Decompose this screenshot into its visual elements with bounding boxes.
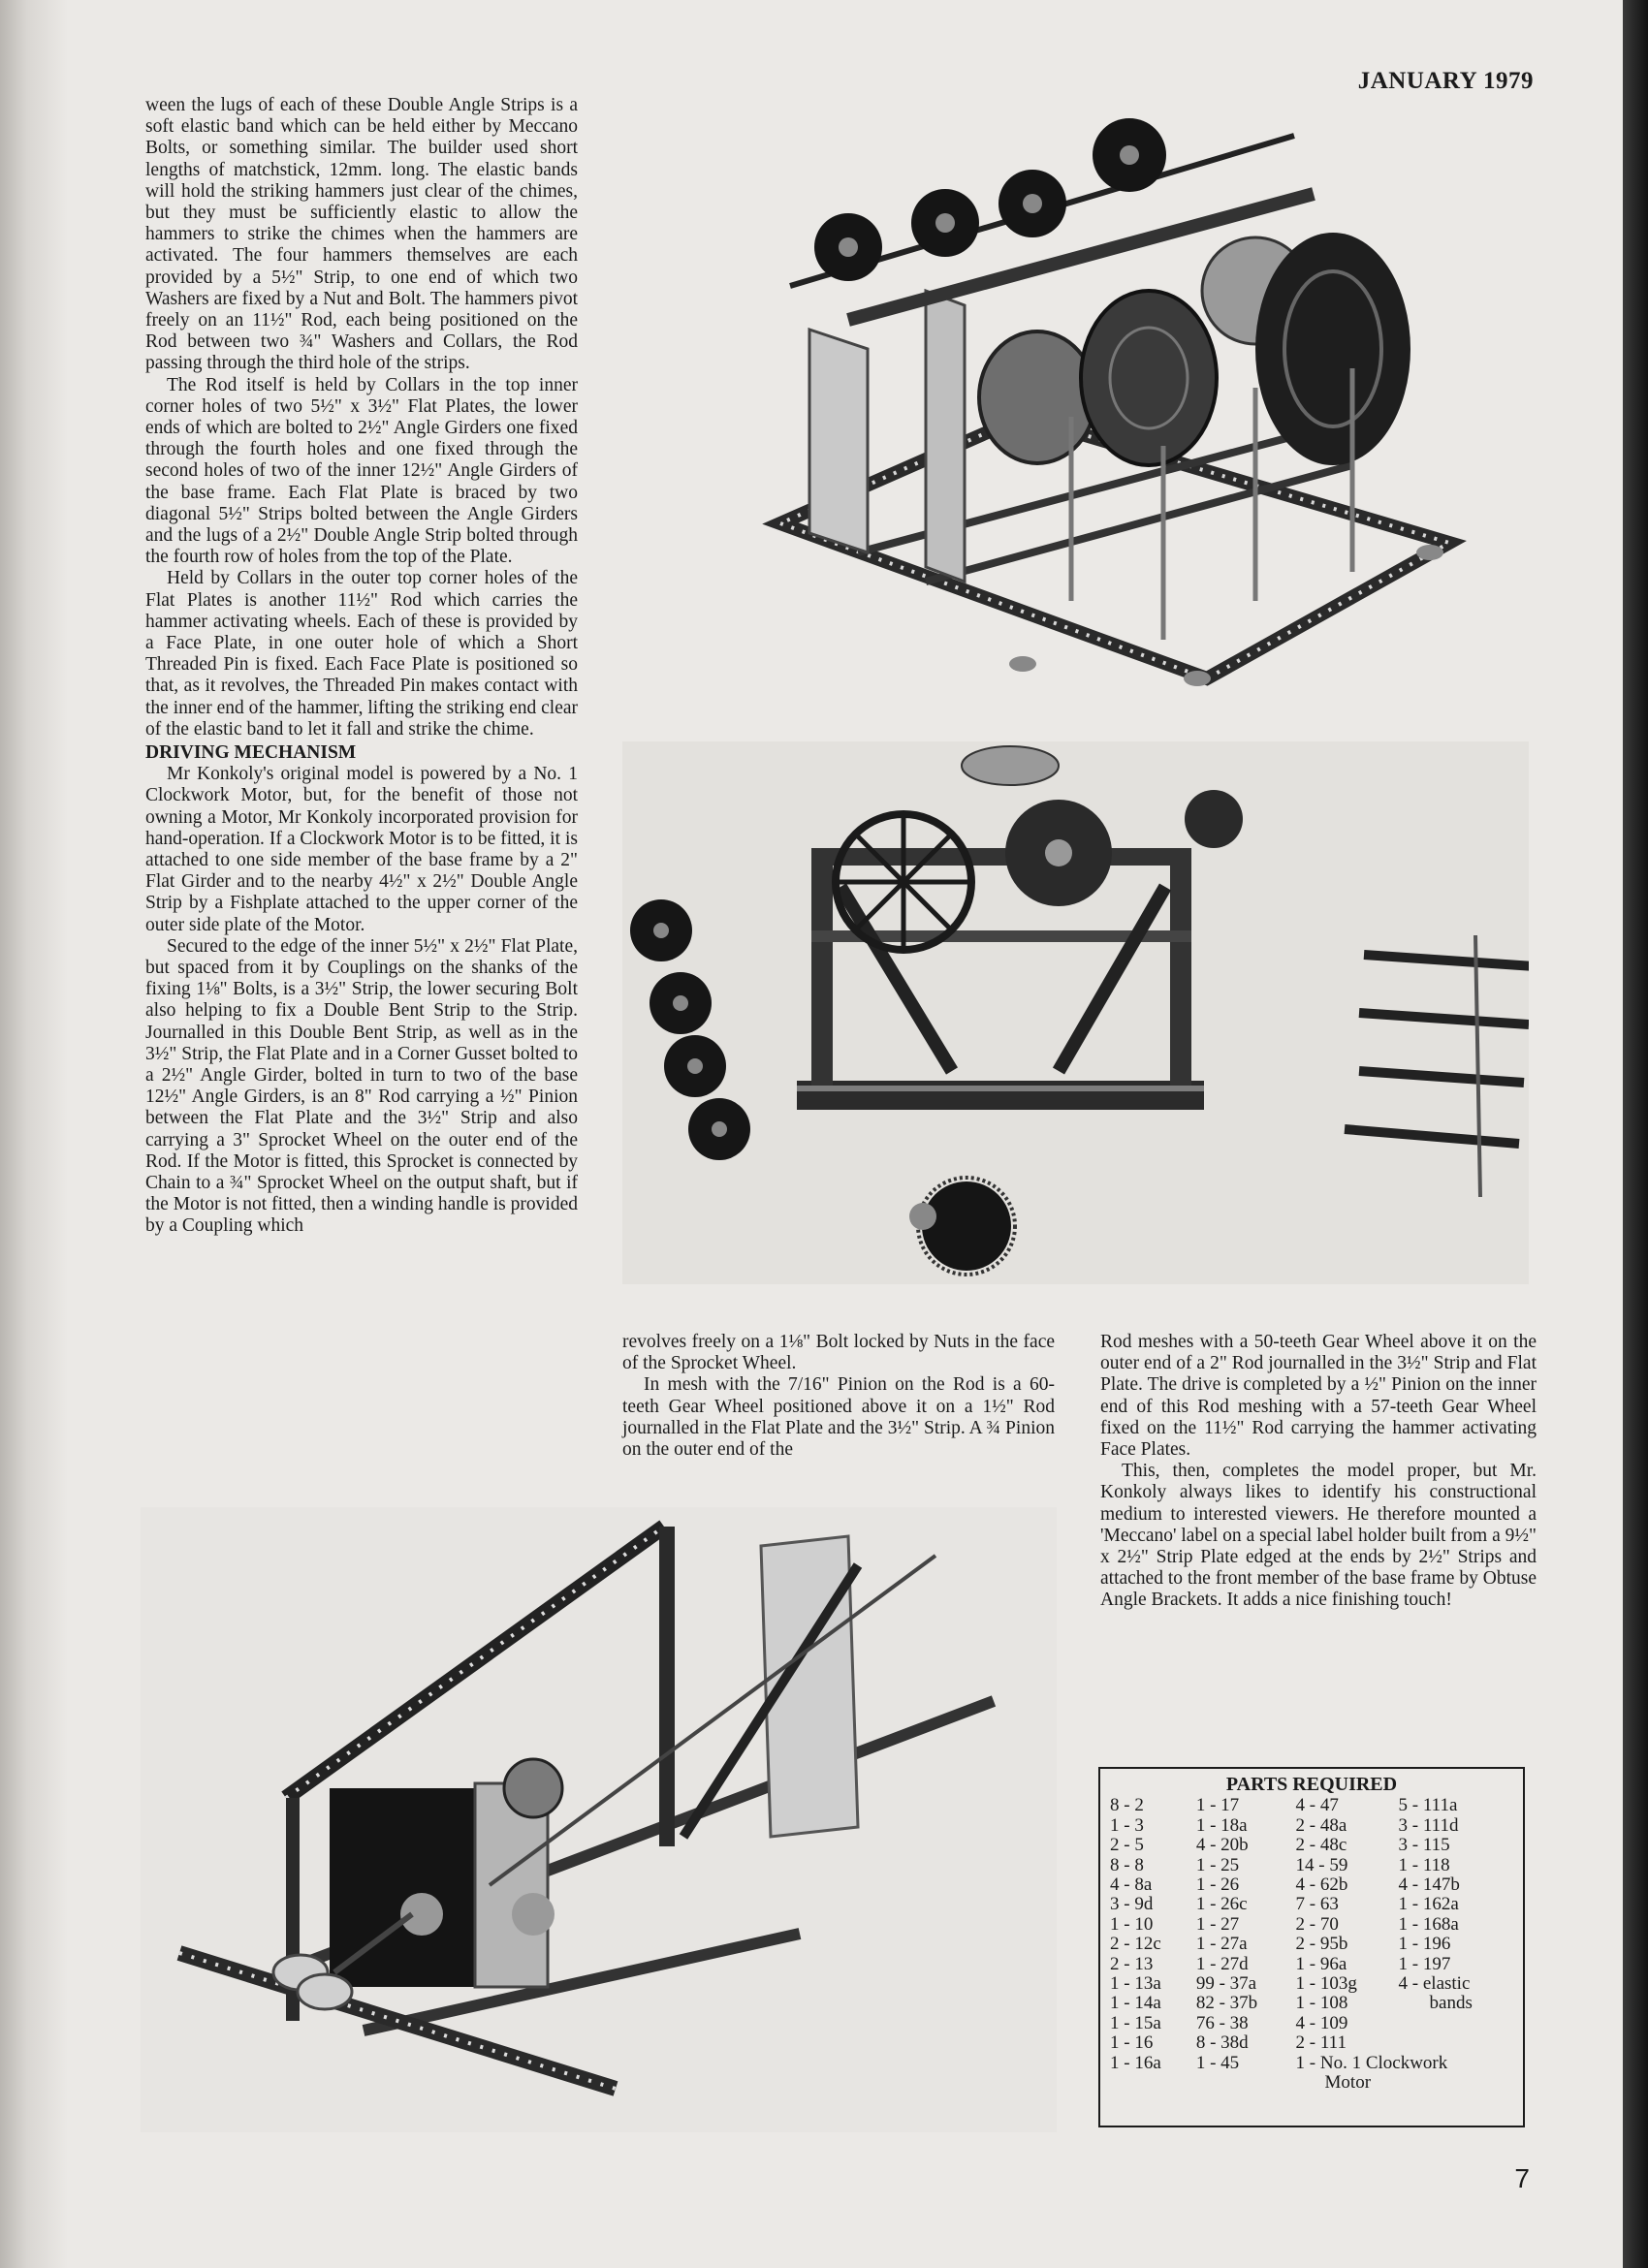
part-entry: 1 - 16 [1110,2032,1154,2054]
part-entry: 8 - 38d [1195,2032,1249,2054]
part-entry: 1 - 27d [1195,1953,1249,1974]
part-entry: 4 - 147b [1398,1874,1460,1896]
part-entry: 99 - 37a [1195,1973,1257,1995]
part-entry: bands [1429,1993,1473,2014]
paragraph: revolves freely on a 1⅛" Bolt locked by Nuts in the face of the Sprocket Wheel. [622,1332,1055,1374]
issue-date-header: JANUARY 1979 [1357,68,1534,94]
part-entry: 1 - 15a [1110,2012,1161,2033]
part-entry: 14 - 59 [1295,1854,1348,1875]
page-binding-shadow [0,0,68,2268]
part-entry: 1 - 27a [1195,1934,1248,1955]
part-entry: 2 - 70 [1295,1913,1339,1935]
page-number: 7 [1514,2163,1530,2193]
paragraph: In mesh with the 7/16" Pinion on the Rod is a 60-teeth Gear Wheel positioned above it on a 1½" Rod journalled in the Flat Plate and the 3½" Strip. A ¾ Pinion on the outer end of the [622,1374,1055,1461]
part-entry: 1 - 13a [1110,1973,1161,1995]
part-entry: 4 - 62b [1295,1874,1348,1896]
part-entry: 4 - 8a [1110,1874,1153,1896]
article-column-2 [622,1332,1055,1461]
paragraph: The Rod itself is held by Collars in the top inner corner holes of two 5½" x 3½" Flat Plates, the lower ends of which are bolted to 2½" Angle Girders one fixed through the fourth holes and one fixed through the second holes of two of the inner 12½" Angle Girders of the base frame. Each Flat Plate is braced by two diagonal 5½" Strips bolted between the Angle Girders and the lugs of a 2½" Double Angle Strip bolted through the fourth row of holes from the top of the Plate. [145,374,578,568]
part-entry: 4 - 47 [1295,1795,1339,1816]
part-entry: 2 - 95b [1295,1934,1348,1955]
part-entry: 1 - 96a [1295,1953,1347,1974]
part-entry: 1 - 197 [1398,1953,1451,1974]
part-entry: 7 - 63 [1295,1894,1339,1915]
part-entry: 3 - 9d [1110,1894,1154,1915]
part-entry: 1 - 18a [1195,1814,1248,1836]
part-entry: 2 - 12c [1110,1934,1161,1955]
article-column-3 [1100,1332,1537,1612]
part-entry: 8 - 8 [1110,1854,1144,1875]
paragraph: Secured to the edge of the inner 5½" x 2½" Flat Plate, but spaced from it by Couplings on the shanks of the fixing 1⅛" Bolts, is a 3½" Strip, the lower securing Bolt also helping to fix a Double Bent Strip to the Strip. Journalled in this Double Bent Strip, as well as in the 3½" Strip, the Flat Plate and in a Corner Gusset bolted to a 2½" Angle Girder, bolted in turn to two of the base 12½" Angle Girders, is an 8" Rod carrying a ½" Pinion between the Flat Plate and the 3½" Strip and also carrying a 3" Sprocket Wheel on the outer end of the Rod. If the Motor is fitted, this Sprocket is connected by Chain to a ¾" Sprocket Wheel on the output shaft, but if the Motor is not fitted, then a winding handle is provided by a Coupling which [145,935,578,1237]
part-entry: 1 - 16a [1110,2052,1161,2073]
part-entry: 2 - 111 [1295,2032,1347,2054]
part-entry: 2 - 48c [1295,1835,1347,1856]
paragraph: Rod meshes with a 50-teeth Gear Wheel above it on the outer end of a 2" Rod journalled in the 3½" Strip and Flat Plate. The drive is completed by a ½" Pinion on the inner end of this Rod meshing with a 57-teeth Gear Wheel fixed on the 11½" Rod carrying the hammer activating Face Plates. [1100,1332,1537,1461]
photo-chime-model-top [751,97,1469,698]
part-entry: 4 - 20b [1195,1835,1249,1856]
part-entry: 4 - elastic [1398,1973,1471,1995]
parts-title: PARTS REQUIRED [1225,1774,1398,1795]
part-entry: Motor [1324,2072,1372,2094]
part-entry: 8 - 2 [1110,1795,1144,1816]
part-entry: 1 - 27 [1195,1913,1240,1935]
paragraph: Mr Konkoly's original model is powered by a No. 1 Clockwork Motor, but, for the benefit of those not owning a Motor, Mr Konkoly incorporated provision for hand-operation. If a Clockwork Motor is to be fitted, it is attached to one side member of the base frame by a 2" Flat Girder and to the nearby 4½" x 2½" Double Angle Strip by a Fishplate attached to the upper corner of the outer side plate of the Motor. [145,764,578,935]
part-entry: 1 - 14a [1110,1993,1161,2014]
part-entry: 1 - 3 [1110,1814,1144,1836]
paragraph: ween the lugs of each of these Double Angle Strips is a soft elastic band which can be held either by Meccano Bolts, or something similar. The builder used short lengths of matchstick, 12mm. long. The elastic bands will hold the striking hammers just clear of the chimes, but they must be sufficiently elastic to allow the hammers to strike the chimes when the hammers are activated. The four hammers themselves are each provided by a 5½" Strip, to one end of which two Washers are fixed by a Nut and Bolt. The hammers pivot freely on an 11½" Rod, each being positioned on the Rod between two ¾" Washers and Collars, the Rod passing through the third hole of the strips. [145,95,578,374]
part-entry: 3 - 111d [1398,1814,1459,1836]
part-entry: 4 - 109 [1295,2012,1348,2033]
part-entry: 82 - 37b [1195,1993,1258,2014]
part-entry: 76 - 38 [1195,2012,1249,2033]
part-entry: 1 - 10 [1110,1913,1154,1935]
parts-columns [1110,1796,1513,2093]
part-entry: 1 - 17 [1195,1795,1240,1816]
part-entry: 1 - 25 [1195,1854,1240,1875]
part-entry: 1 - 108 [1295,1993,1348,2014]
parts-column-2 [1196,1796,1296,2093]
part-entry: 1 - 196 [1398,1934,1451,1955]
part-entry: 1 - 168a [1398,1913,1459,1935]
part-entry: 1 - 103g [1295,1973,1357,1995]
part-entry: 2 - 48a [1295,1814,1347,1836]
paragraph: This, then, completes the model proper, but Mr. Konkoly always likes to identify his constructional medium to interested viewers. He therefore mounted a 'Meccano' label on a special label holder built from a 9½" x 2½" Strip Plate edged at the ends by 2½" Strips and attached to the front member of the base frame by Obtuse Angle Brackets. It adds a nice finishing touch! [1100,1461,1537,1611]
part-entry: 2 - 5 [1110,1835,1144,1856]
page-edge [1623,0,1648,2268]
part-entry: 1 - 45 [1195,2052,1240,2073]
part-entry: 1 - 162a [1398,1894,1459,1915]
paragraph: Held by Collars in the outer top corner holes of the Flat Plates is another 11½" Rod which carries the hammer activating wheels. Each of these is provided by a Face Plate, in one outer hole of which a Short Threaded Pin is fixed. Each Face Plate is positioned so that, as it revolves, the Threaded Pin makes contact with the inner end of the hammer, lifting the striking end clear of the elastic band to let it fall and strike the chime. [145,568,578,740]
parts-column-4 [1399,1796,1513,2093]
part-entry: 2 - 13 [1110,1953,1154,1974]
photo-frame-assembly-middle [622,741,1529,1284]
part-entry: 1 - 118 [1398,1854,1450,1875]
photo-motor-drive-bottom [141,1507,1057,2132]
part-entry: 1 - 26 [1195,1874,1240,1896]
parts-column-1 [1110,1796,1196,2093]
part-entry: 1 - 26c [1195,1894,1248,1915]
part-entry: 1 - No. 1 Clockwork [1295,2052,1448,2073]
part-entry: 5 - 111a [1398,1795,1458,1816]
section-heading: DRIVING MECHANISM [145,742,357,764]
article-column-1 [145,95,578,1238]
part-entry: 3 - 115 [1398,1835,1450,1856]
parts-required-table [1098,1767,1525,2127]
